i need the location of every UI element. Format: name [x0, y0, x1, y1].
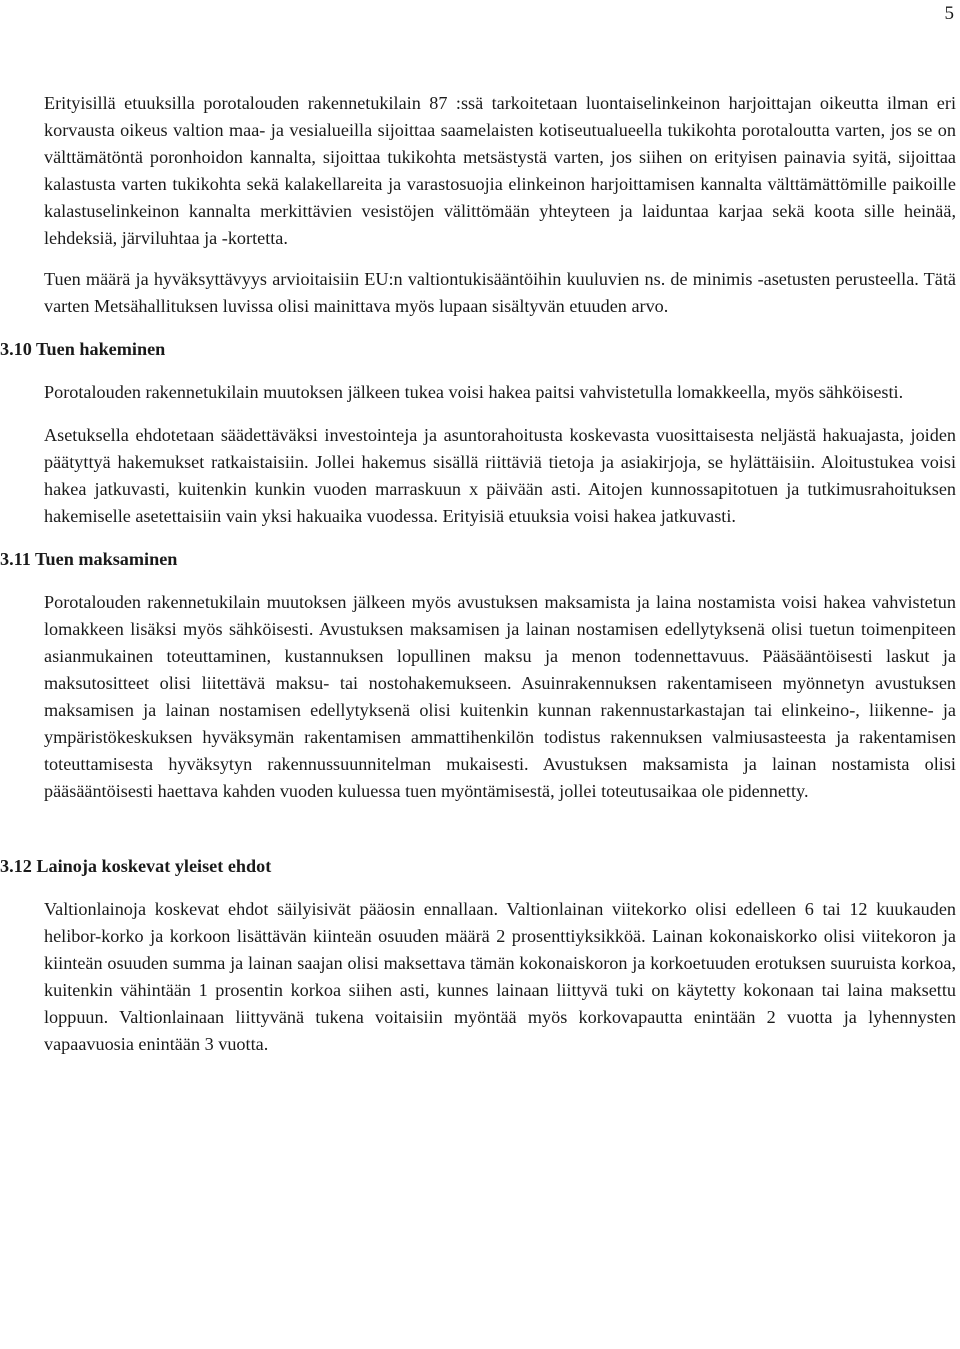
section-heading-3-11: 3.11 Tuen maksaminen: [0, 549, 178, 569]
paragraph-application-periods: Asetuksella ehdotetaan säädettäväksi investointeja ja asuntorahoitusta koskevasta vuosittaisesta neljästä hakuajasta, joiden päätyttyä hakemukset ratkaistaisiin. Jollei hakemus sisällä riittäviä tietoja ja asiakirjoja, se hylättäisiin. Aloitustukea voisi hakea jatkuvasti, kuitenkin kunkin vuoden marraskuun x päivään asti. Aitojen kunnossapitotuen ja tutkimusrahoituksen hakemiselle asetettaisiin vain yksi hakuaika vuodessa. Erityisiä etuuksia voisi hakea jatkuvasti.: [44, 425, 956, 526]
paragraph-application-form: Porotalouden rakennetukilain muutoksen jälkeen tukea voisi hakea paitsi vahvistetulla lomakkeella, myös sähköisesti.: [44, 382, 904, 402]
section-heading-3-10: 3.10 Tuen hakeminen: [0, 339, 166, 359]
page-number: 5: [944, 3, 954, 24]
page-content: [0, 90, 956, 1058]
paragraph-aid-amount: Tuen määrä ja hyväksyttävyys arvioitaisiin EU:n valtiontukisääntöihin kuuluvien ns. de minimis -asetusten perusteella. Tätä varten Metsähallituksen luvissa olisi mainittava myös lupaan sisältyvän etuuden arvo.: [44, 269, 956, 316]
section-heading-3-12: 3.12 Lainoja koskevat yleiset ehdot: [0, 856, 272, 876]
paragraph-payment: Porotalouden rakennetukilain muutoksen jälkeen myös avustuksen maksamista ja laina nostamista voisi hakea vahvistetun lomakkeen lisäksi myös sähköisesti. Avustuksen maksamisen ja lainan nostamisen edellytyksenä olisi tuetun toimenpiteen asianmukainen toteuttaminen, kustannuksen lopullinen maksu ja menon todennettavuus. Pääsääntöisesti laskut ja maksutositteet olisi liitettävä maksu- tai nostohakemukseen. Asuinrakennuksen rakentamiseen myönnetyn avustuksen maksamisen ja lainan nostamisen edellytyksenä olisi kuitenkin kunnan rakennustarkastajan tai elinkeino-, liikenne- ja ympäristökeskuksen hyväksymän rakentamisen ammattihenkilön todistus rakennuksen valmiusasteesta ja rakentamisen toteuttamisesta hyväksytyn rakennussuunnitelman mukaisesti. Avustuksen maksamista ja lainan nostamista olisi pääsääntöisesti haettava kahden vuoden kuluessa tuen myöntämisestä, jollei toteutusaikaa ole pidennetty.: [44, 592, 956, 801]
paragraph-loan-terms: Valtionlainoja koskevat ehdot säilyisivät pääosin ennallaan. Valtionlainan viitekorko olisi edelleen 6 tai 12 kuukauden helibor-korko ja korkoon lisättävän kiinteän osuuden määrä 2 prosenttiyksikköä. Lainan kokonaiskorko olisi viitekoron ja kiinteän osuuden summa ja lainan saajan olisi maksettava tämän kokonaiskoron ja korkoetuuden erotuksen suuruista korkoa, kuitenkin vähintään 1 prosentin korkoa siihen asti, kunnes lainaan liittyvä tuki on käytetty kokonaan tai laina maksettu loppuun. Valtionlainaan liittyvänä tukena voitaisiin myöntää myös korkovapautta enintään 2 vuotta ja lyhennysten vapaavuosia enintään 3 vuotta.: [44, 899, 956, 1054]
paragraph-special-benefits: Erityisillä etuuksilla porotalouden rakennetukilain 87 :ssä tarkoitetaan luontaiselinkeinon harjoittajan oikeutta ilman eri korvausta oikeus valtion maa- ja vesialueilla sijoittaa saamelaisten kotiseutualueella tukikohta porotaloutta varten, jos se on välttämätöntä poronhoidon kannalta, sijoittaa tukikohta metsästystä varten, jos siihen on erityisen painavia syitä, sijoittaa kalastusta varten tukikohta sekä kalakellareita ja varastosuojia elinkeinon harjoittamisen kannalta välttämättömille paikoille kalastuselinkeinon kannalta merkittävien vesistöjen välittömään yhteyteen ja laiduntaa karjaa sekä koota sille heinää, lehdeksiä, järviluhtaa ja -kortetta.: [44, 93, 956, 248]
